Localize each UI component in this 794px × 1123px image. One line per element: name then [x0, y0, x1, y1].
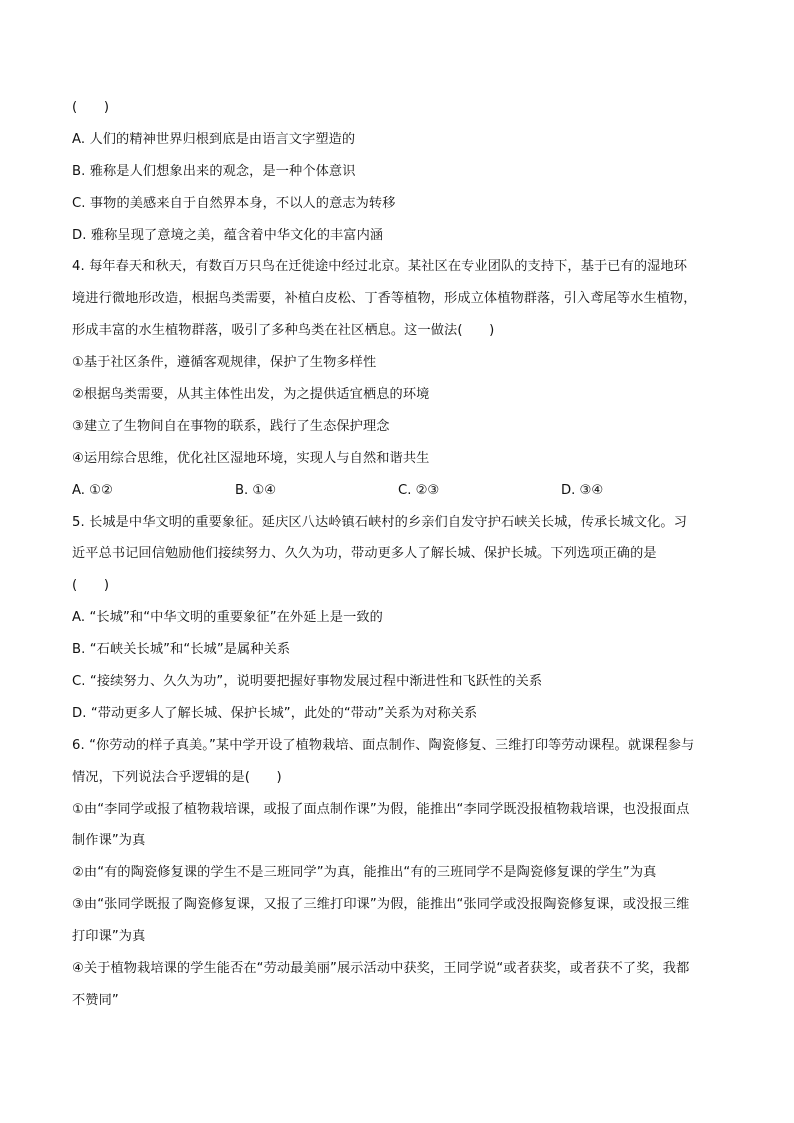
q6-stem-line-2: 情况，下列说法合乎逻辑的是( ) — [72, 769, 282, 785]
q5-stem-line-3: ( ) — [72, 578, 110, 594]
q4-choice-c: C. ②③ — [398, 482, 440, 498]
q4-choice-d: D. ③④ — [561, 482, 604, 498]
q4-statement-2: ②根据鸟类需要，从其主体性出发，为之提供适宜栖息的环境 — [72, 387, 430, 403]
q6-statement-1-line-1: ①由“李同学或报了植物栽培课，或报了面点制作课”为假，能推出“李同学既没报植物栽培课，也没报面点 — [72, 801, 690, 817]
q6-stem-line-1: 6. “你劳动的样子真美。”某中学开设了植物栽培、面点制作、陶瓷修复、三维打印等劳动课程。就课程参与 — [72, 737, 695, 753]
q6-statement-2: ②由“有的陶瓷修复课的学生不是三班同学”为真，能推出“有的三班同学不是陶瓷修复课的学生”为真 — [72, 865, 657, 881]
q3-answer-bracket: ( ) — [72, 100, 110, 115]
q4-stem-line-2: 境进行微地形改造，根据鸟类需要，补植白皮松、丁香等植物，形成立体植物群落，引入鸢尾等水生植物， — [72, 291, 697, 307]
q4-choice-b: B. ①④ — [235, 482, 277, 498]
q6-statement-4-line-2: 不赞同” — [72, 992, 119, 1008]
q4-stem-line-1: 4. 每年春天和秋天，有数百万只鸟在迁徙途中经过北京。某社区在专业团队的支持下，基于已有的湿地环 — [72, 259, 688, 275]
document-content — [72, 98, 734, 1023]
q4-stem-line-3: 形成丰富的水生植物群落，吸引了多种鸟类在社区栖息。这一做法( ) — [72, 323, 495, 339]
q4-choice-a: A. ①② — [72, 482, 113, 498]
q3-option-b: B. 雅称是人们想象出来的观念，是一种个体意识 — [72, 163, 356, 179]
q5-stem-line-2: 近平总书记回信勉励他们接续努力、久久为功，带动更多人了解长城、保护长城。下列选项正确的是 — [72, 546, 657, 562]
q3-option-c: C. 事物的美感来自于自然界本身，不以人的意志为转移 — [72, 195, 396, 211]
q5-option-c: C. “接续努力、久久为功”，说明要把握好事物发展过程中渐进性和飞跃性的关系 — [72, 674, 543, 690]
q4-statement-3: ③建立了生物间自在事物的联系，践行了生态保护理念 — [72, 418, 390, 434]
q6-statement-4-line-1: ④关于植物栽培课的学生能否在“劳动最美丽”展示活动中获奖，王同学说“或者获奖，或者获不了奖，我都 — [72, 961, 690, 977]
q3-option-d: D. 雅称呈现了意境之美，蕴含着中华文化的丰富内涵 — [72, 227, 384, 243]
q5-option-a: A. “长城”和“中华文明的重要象征”在外延上是一致的 — [72, 610, 383, 626]
q5-option-b: B. “石峡关长城”和“长城”是属种关系 — [72, 642, 291, 658]
q4-statement-1: ①基于社区条件，遵循客观规律，保护了生物多样性 — [72, 355, 377, 371]
q5-stem-line-1: 5. 长城是中华文明的重要象征。延庆区八达岭镇石峡村的乡亲们自发守护石峡关长城，传承长城文化。习 — [72, 514, 688, 530]
q6-statement-3-line-1: ③由“张同学既报了陶瓷修复课，又报了三维打印课”为假，能推出“张同学或没报陶瓷修复课，或没报三维 — [72, 897, 690, 913]
q6-statement-1-line-2: 制作课”为真 — [72, 833, 146, 849]
q3-option-a: A. 人们的精神世界归根到底是由语言文字塑造的 — [72, 131, 356, 147]
q5-option-d: D. “带动更多人了解长城、保护长城”，此处的“带动”关系为对称关系 — [72, 705, 478, 721]
q4-statement-4: ④运用综合思维，优化社区湿地环境，实现人与自然和谐共生 — [72, 450, 430, 466]
q4-choices — [72, 481, 734, 501]
q6-statement-3-line-2: 打印课”为真 — [72, 929, 146, 945]
